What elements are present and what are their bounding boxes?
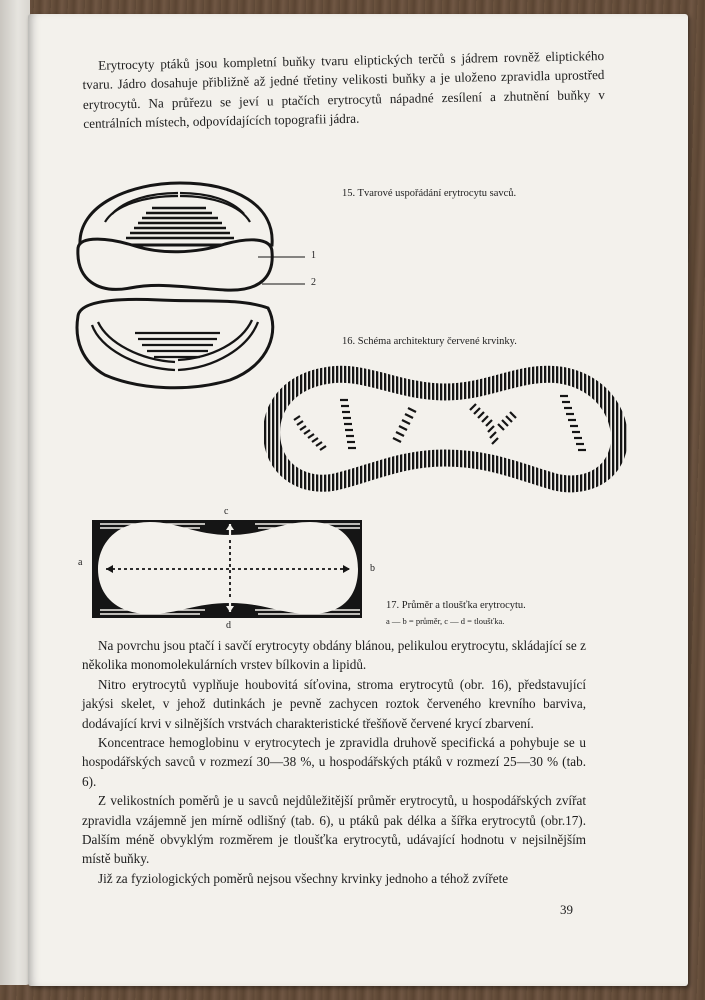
fig15-caption: 15. Tvarové uspořádání erytrocytu savců. — [342, 188, 517, 199]
fig15-top-cell — [78, 183, 272, 290]
fig17-label-a: a — [78, 557, 83, 568]
fig15-label-2: 2 — [311, 277, 316, 288]
body-text-block — [82, 636, 586, 888]
fig15-label-1: 1 — [311, 250, 316, 261]
body-paragraph: Z velikostních poměrů je u savců nejdůležitější průměr erytrocytů, u hospodářských zvířat zpravidla vzájemně jen mírně odlišný (tab. 6), u ptáků pak délka a šířka erytrocytů (obr.17). Dalším méně obvyklým rozměrem je tloušťka erytrocytů, udávající hodnotu v nejsilnějším místě buňky. — [82, 793, 586, 867]
top-paragraph: Erytrocyty ptáků jsou kompletní buňky tvaru eliptických terčů s jádrem rovněž eliptického tvaru. Jádro dosahuje přibližně až jedné třetiny velikosti buňky a je uloženo zpravidla uprostřed erytrocytů. Na průřezu se jeví u ptačích erytrocytů nápadné zesílení a zhutnění buňky v centrálních místech, odpovídajících topografii jádra. — [82, 47, 605, 132]
fig17-cross-section — [92, 520, 362, 618]
fig16-rbc-scheme — [272, 374, 620, 484]
fig17-caption: 17. Průměr a tloušťka erytrocytu. — [386, 600, 526, 611]
page-number: 39 — [560, 902, 573, 917]
fig17-label-c: c — [224, 506, 229, 517]
fig16-caption: 16. Schéma architektury červené krvinky. — [342, 336, 517, 347]
fig17-subcaption: a — b = průměr, c — d = tloušťka. — [386, 616, 505, 626]
body-paragraph: Nitro erytrocytů vyplňuje houbovitá síťovina, stroma erytrocytů (obr. 16), představující jakýsi skelet, v jehož dutinkách je pevně zachycen roztok červeného krevního barviva, dodávající krvi v silnějších vrstvách charakteristické třešňově červené krycí zbarvení. — [82, 676, 586, 731]
body-paragraph: Koncentrace hemoglobinu v erytrocytech je zpravidla druhově specifická a pohybuje se u hospodářských savců v rozmezí 30—38 %, u hospodářských ptáků v rozmezí 25—30 % (tab. 6). — [82, 735, 586, 789]
fig15-bottom-cell — [77, 299, 273, 387]
body-paragraph: Na povrchu jsou ptačí i savčí erytrocyty obdány blánou, pelikulou erytrocytu, skládající se z několika monomolekulárních vrstev bílkovin a lipidů. — [82, 638, 586, 673]
fig17-label-d: d — [226, 620, 231, 631]
fig17-label-b: b — [370, 563, 375, 574]
body-paragraph: Již za fyziologických poměrů nejsou všechny krvinky jednoho a téhož zvířete — [98, 870, 509, 886]
